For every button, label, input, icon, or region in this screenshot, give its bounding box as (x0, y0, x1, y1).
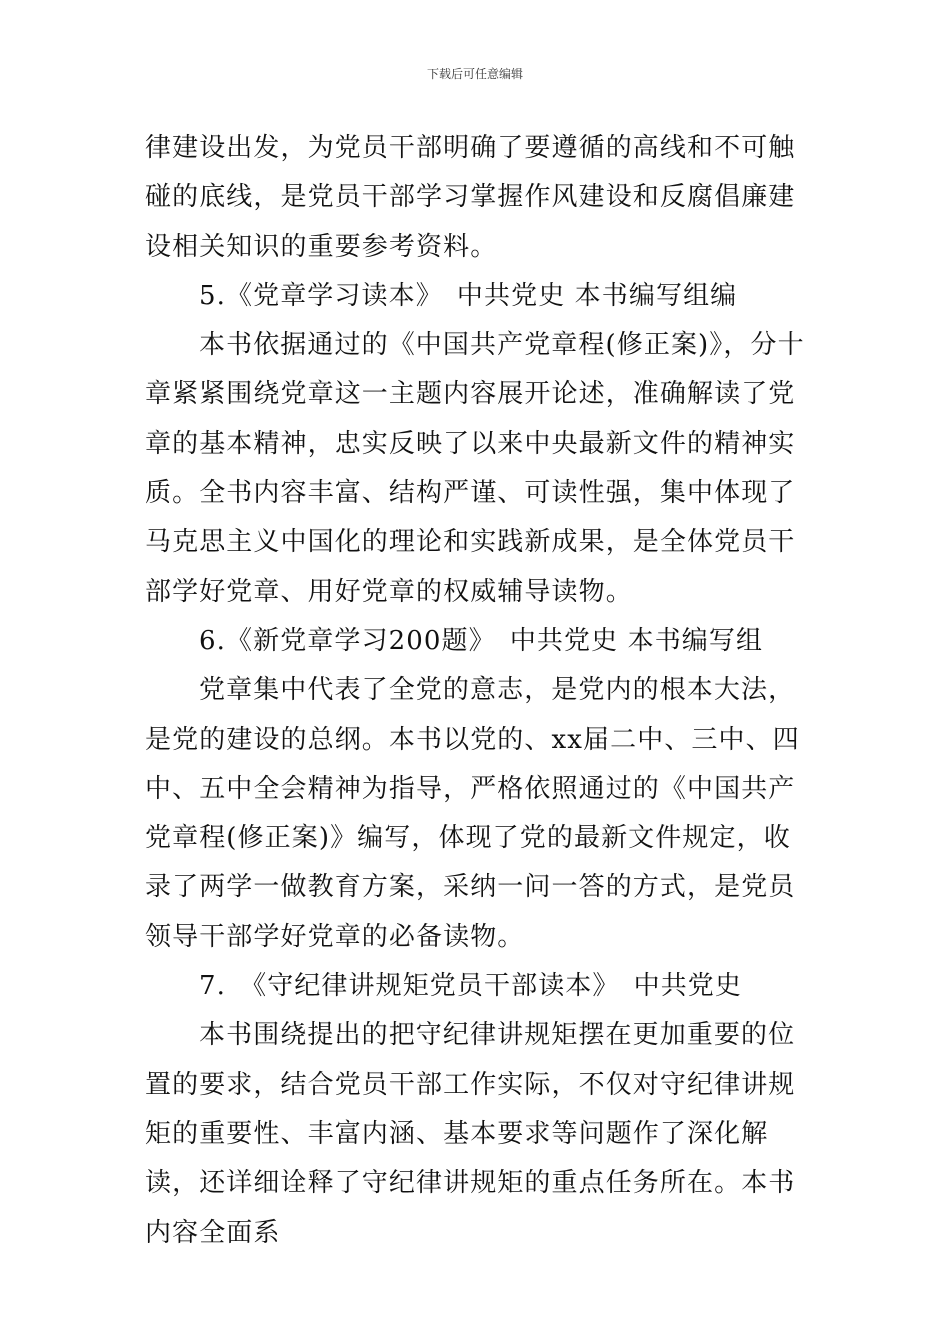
book-description-6: 党章集中代表了全党的意志，是党内的根本大法，是党的建设的总纲。本书以党的、xx届二中、三中、四中、五中全会精神为指导，严格依照通过的《中国共产党章程(修正案)》编写，体现了党的最新文件规定，收录了两学一做教育方案，采纳一问一答的方式，是党员领导干部学好党章的必备读物。 (145, 675, 800, 952)
book-heading-5: 5.《党章学习读本》 中共党史 本书编写组编 (199, 280, 738, 311)
document-body (145, 124, 810, 1258)
book-heading-7: 7. 《守纪律讲规矩党员干部读本》 中共党史 (199, 971, 743, 1002)
page-header: 下载后可任意编辑 (426, 67, 523, 81)
book-description-5: 本书依据通过的《中国共产党章程(修正案)》，分十章紧紧围绕党章这一主题内容展开论述，准确解读了党章的基本精神，忠实反映了以来中央最新文件的精神实质。全书内容丰富、结构严谨、可读性强，集中体现了马克思主义中国化的理论和实践新成果，是全体党员干部学好党章、用好党章的权威辅导读物。 (145, 330, 805, 607)
book-description-7: 本书围绕提出的把守纪律讲规矩摆在更加重要的位置的要求，结合党员干部工作实际，不仅对守纪律讲规矩的重要性、丰富内涵、基本要求等问题作了深化解读，还详细诠释了守纪律讲规矩的重点任务所在。本书内容全面系 (145, 1020, 796, 1248)
paragraph-continued: 律建设出发，为党员干部明确了要遵循的高线和不可触碰的底线，是党员干部学习掌握作风建设和反腐倡廉建设相关知识的重要参考资料。 (145, 133, 796, 262)
book-heading-6: 6.《新党章学习200题》 中共党史 本书编写组 (199, 625, 764, 656)
